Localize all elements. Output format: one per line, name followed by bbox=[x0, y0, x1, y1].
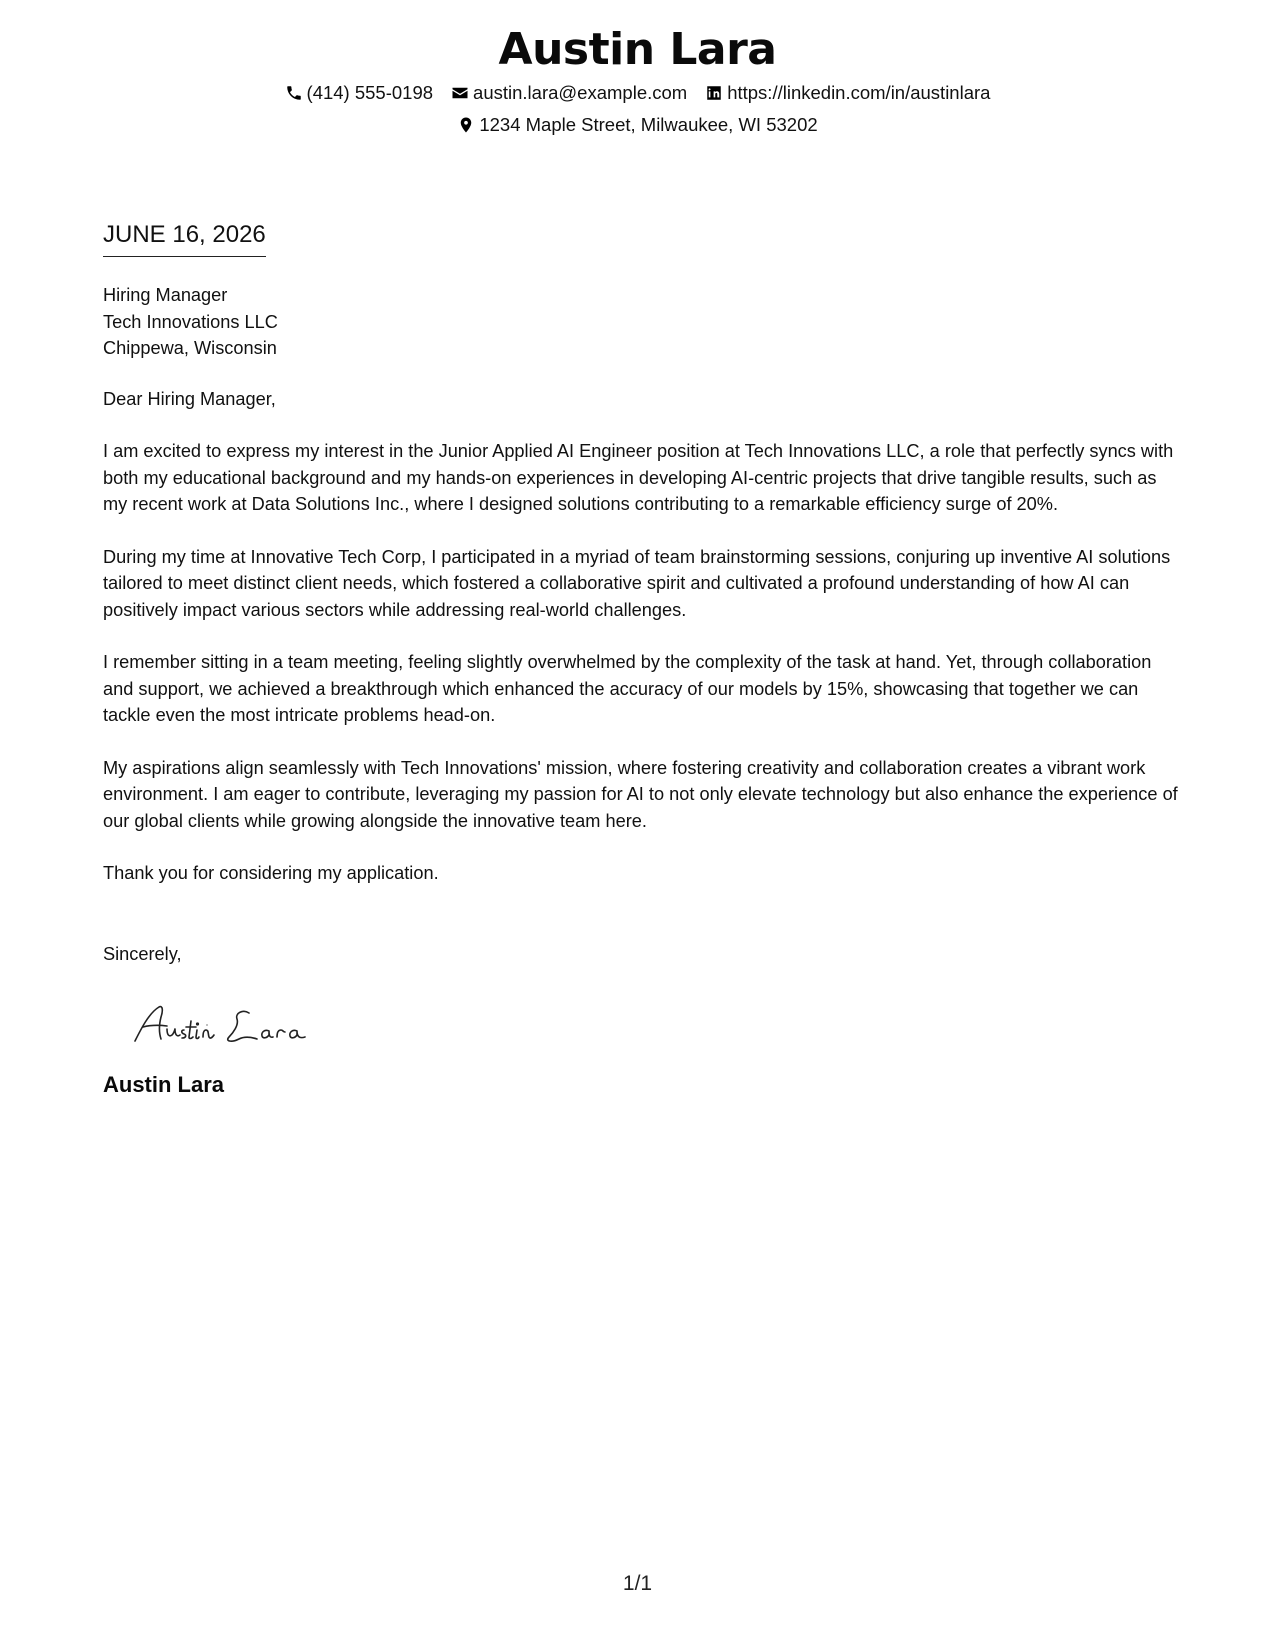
page-number: 1/1 bbox=[622, 1572, 653, 1595]
recipient-location: Chippewa, Wisconsin bbox=[103, 338, 277, 358]
contact-linkedin[interactable] bbox=[705, 80, 990, 106]
contact-row-primary bbox=[0, 80, 1275, 106]
contact-phone bbox=[285, 80, 434, 106]
letter-date-block bbox=[103, 220, 266, 257]
linkedin-icon bbox=[705, 84, 723, 102]
recipient-block bbox=[103, 282, 1178, 362]
letter-body bbox=[103, 282, 1178, 1099]
body-paragraph: My aspirations align seamlessly with Tech Innovations' mission, where fostering creativity and collaboration creates a vibrant work environment. I am eager to contribute, leveraging my passion for AI to not only elevate technology but also enhance the experience of our global clients while growing alongside the innovative team here. bbox=[103, 757, 1178, 831]
salutation: Dear Hiring Manager, bbox=[103, 388, 276, 409]
email-link[interactable]: austin.lara@example.com bbox=[473, 82, 688, 103]
recipient-company: Tech Innovations LLC bbox=[103, 311, 278, 332]
body-paragraph: I am excited to express my interest in the Junior Applied AI Engineer position at Tech Innovations LLC, a role that perfectly syncs with both my educational background and my hands-on experiences in developing AI-centric projects that drive tangible results, such as my recent work at Data Solutions Inc., where I designed solutions contributing to a remarkable efficiency surge of 20%. bbox=[103, 441, 1174, 514]
body-paragraph: I remember sitting in a team meeting, feeling slightly overwhelmed by the complexity of the task at hand. Yet, through collaboration and support, we achieved a breakthrough which enhanced the accuracy of our models by 15%, showcasing that together we can tackle even the most intricate problems head-on. bbox=[103, 652, 1152, 725]
letter-header bbox=[0, 22, 1275, 138]
envelope-icon bbox=[451, 84, 469, 102]
letter-date: JUNE 16, 2026 bbox=[103, 220, 266, 257]
map-marker-icon bbox=[457, 116, 475, 134]
contact-row-address bbox=[0, 112, 1275, 138]
phone-icon bbox=[285, 84, 303, 102]
phone-text: (414) 555-0198 bbox=[306, 82, 434, 103]
signature-image bbox=[129, 999, 349, 1049]
recipient-title: Hiring Manager bbox=[103, 285, 228, 305]
address-text: 1234 Maple Street, Milwaukee, WI 53202 bbox=[479, 114, 818, 135]
linkedin-link[interactable]: https://linkedin.com/in/austinlara bbox=[727, 82, 991, 103]
signed-name: Austin Lara bbox=[103, 1072, 225, 1097]
closing: Sincerely, bbox=[103, 943, 182, 964]
sender-name: Austin Lara bbox=[498, 24, 777, 75]
contact-email[interactable] bbox=[451, 80, 687, 106]
body-paragraph: Thank you for considering my application. bbox=[103, 863, 439, 883]
body-paragraph: During my time at Innovative Tech Corp, I participated in a myriad of team brainstorming sessions, conjuring up inventive AI solutions tailored to meet distinct client needs, which fostered a collaborative spirit and cultivated a profound understanding of how AI can positively impact various sectors while addressing real-world challenges. bbox=[103, 546, 1171, 620]
contact-address bbox=[457, 112, 817, 138]
handwritten-signature bbox=[129, 999, 349, 1049]
